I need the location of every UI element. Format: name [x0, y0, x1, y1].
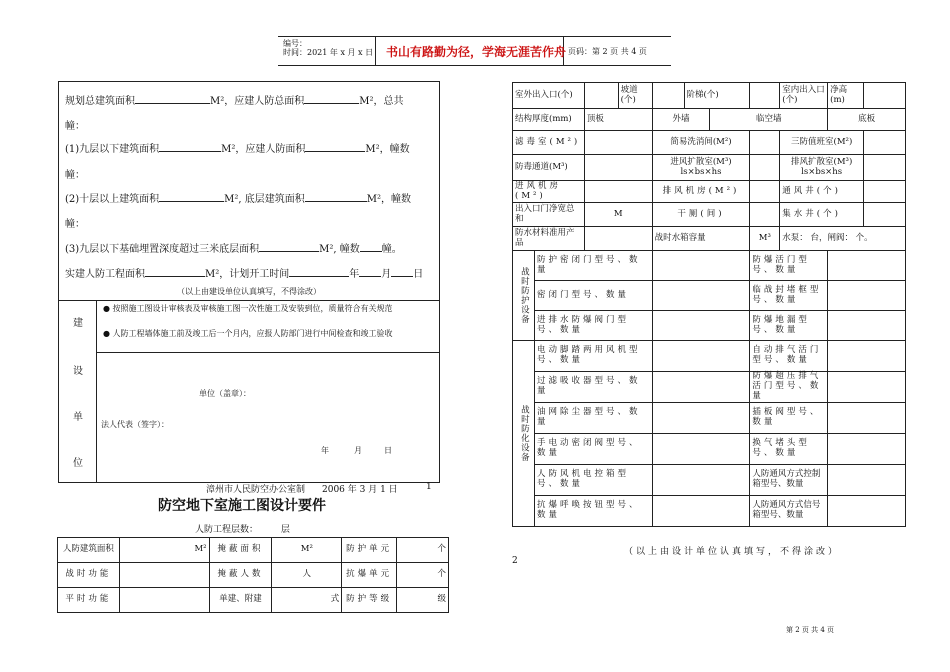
table-cell: 换气堵头型号、数量 — [750, 434, 828, 465]
table-row — [513, 109, 906, 131]
table-cell[interactable] — [652, 496, 750, 527]
design-note: （以上由设计单位认真填写，不得涂改） — [624, 547, 841, 557]
sign-year: 年 — [321, 446, 329, 455]
table-cell[interactable]: M² — [272, 538, 342, 563]
table-cell: 手电动密闭阀型号、数量 — [534, 434, 652, 465]
label-civil-defense-area: M²，应建人防总面积 — [210, 96, 305, 107]
table-cell[interactable] — [652, 251, 750, 281]
table-cell[interactable]: 人 — [272, 563, 342, 588]
table-row — [513, 465, 906, 496]
table-cell: 自动排气活门型号、数量 — [750, 341, 828, 372]
bullet-icon: ● — [103, 329, 110, 338]
table-cell: 室内出入口(个) — [780, 83, 828, 109]
header-page: 页码：第 2 页 共 4 页 — [568, 47, 647, 56]
table-cell[interactable] — [652, 83, 684, 109]
form-note: （以上由建设单位认真填写，不得涂改） — [177, 287, 321, 296]
table-cell[interactable] — [119, 588, 209, 613]
bullet-item — [103, 329, 433, 339]
field-civil-defense-area[interactable] — [304, 92, 359, 104]
footer-page-number: 1 — [426, 482, 432, 492]
table-row — [58, 538, 449, 563]
side-label: 建 — [73, 318, 83, 329]
table-cell: 防护密闭门型号、数量 — [534, 251, 652, 281]
table-cell[interactable] — [828, 403, 906, 434]
field-built-area[interactable] — [145, 265, 205, 277]
table-cell: 底板 — [828, 109, 906, 131]
table-cell: 顶板 — [584, 109, 652, 131]
side-label: 位 — [73, 458, 83, 469]
table-cell[interactable] — [828, 341, 906, 372]
table-cell: 抗爆单元 — [342, 563, 397, 588]
legal-rep-label: 法人代表（签字）： — [101, 420, 169, 429]
form-line-8 — [65, 265, 423, 280]
table-cell: 进排水防爆阀门型号、数量 — [534, 311, 652, 341]
table-cell[interactable] — [750, 155, 780, 181]
design-title: 防空地下室施工图设计要件 — [158, 498, 326, 514]
field-start-month[interactable] — [359, 265, 381, 277]
table-cell: 掩蔽人数 — [209, 563, 272, 588]
table-cell[interactable] — [750, 203, 780, 227]
header-bottom-rule — [278, 65, 671, 66]
table-cell[interactable] — [828, 251, 906, 281]
table-cell: 过滤吸收器型号、数量 — [534, 372, 652, 403]
table-cell: 密闭门型号、数量 — [534, 281, 652, 311]
table-cell: 战时水箱容量 — [652, 227, 750, 251]
table-cell: 坡道(个) — [618, 83, 652, 109]
side-label: 设 — [73, 366, 83, 377]
table-cell: 防水材料准用产品 — [513, 227, 585, 251]
table-cell: 干厕(间) — [652, 203, 750, 227]
table-cell: 滤毒室(M²) — [513, 131, 585, 155]
table-cell: 室外出入口(个) — [513, 83, 585, 109]
header-time: 时间：2021 年 x 月 x 日 — [283, 48, 374, 57]
table-cell: 简易洗消间(M²) — [652, 131, 750, 155]
page-footer: 第 2 页 共 4 页 — [786, 626, 835, 634]
table-cell[interactable] — [652, 311, 750, 341]
label-below-9-count: M²，幢数 — [365, 144, 410, 155]
table-cell: 战时功能 — [58, 563, 120, 588]
divider — [96, 352, 439, 353]
table-row — [513, 311, 906, 341]
unit-seal-label: 单位（盖章）： — [199, 389, 251, 398]
table-cell: 防毒通道(M³) — [513, 155, 585, 181]
table-cell[interactable] — [750, 83, 780, 109]
table-cell: 阶梯(个) — [684, 83, 750, 109]
table-row — [513, 181, 906, 203]
table-cell[interactable] — [828, 496, 906, 527]
table-cell: 平时功能 — [58, 588, 120, 613]
table-cell[interactable] — [828, 434, 906, 465]
divider — [59, 300, 439, 301]
design-floors: 人防工程层数： 层 — [195, 525, 290, 535]
table-cell: 油网除尘器型号、数量 — [534, 403, 652, 434]
table-row — [513, 251, 906, 281]
table-cell: 净高(m) — [828, 83, 864, 109]
label-deep-foundation: (3)九层以下基础埋置深度超过三米底层面积 — [65, 244, 260, 255]
table-cell: 外墙 — [652, 109, 710, 131]
table-cell: 排风机房(M²) — [652, 181, 750, 203]
table-cell[interactable] — [864, 203, 906, 227]
label-ground-floor-area: M², 底层建筑面积 — [224, 194, 305, 205]
form-line-5 — [65, 190, 411, 205]
table-cell[interactable] — [119, 563, 209, 588]
footer-date: 2006 年 3 月 1 日 — [322, 485, 398, 495]
table-row — [513, 403, 906, 434]
form-line-7 — [65, 240, 402, 255]
table-cell: 出入口门净宽总和 — [513, 203, 585, 227]
form-line-2: 幢： — [65, 121, 85, 132]
design-requirements-table — [512, 82, 906, 527]
bullet-text: 人防工程墙体施工前及竣工后一个月内，应报人防部门进行中间检查和竣工验收 — [112, 329, 393, 338]
table-row — [513, 83, 906, 109]
construction-unit-form — [58, 81, 440, 483]
header-number-label: 编号： — [283, 39, 307, 48]
table-row — [513, 131, 906, 155]
sign-day: 日 — [384, 446, 392, 455]
table-cell[interactable] — [828, 465, 906, 496]
label-year: 年 — [349, 269, 360, 280]
table-row — [513, 434, 906, 465]
table-cell[interactable] — [652, 281, 750, 311]
table-cell: 结构厚度(mm) — [513, 109, 585, 131]
summary-table — [57, 537, 449, 613]
table-cell[interactable]: M² — [119, 538, 209, 563]
table-cell[interactable] — [652, 372, 750, 403]
table-cell[interactable] — [584, 131, 652, 155]
table-cell[interactable] — [584, 181, 652, 203]
footer-org: 漳州市人民防空办公室制 — [206, 485, 306, 495]
field-below-9-area[interactable] — [159, 140, 221, 152]
side-label: 单 — [73, 412, 83, 423]
table-cell: 人防通风方式信号箱型号、数量 — [750, 496, 828, 527]
field-start-year[interactable] — [289, 265, 349, 277]
table-cell[interactable]: M³ — [750, 227, 780, 251]
table-row — [513, 155, 906, 181]
label-deep-unit: 幢。 — [381, 244, 402, 255]
table-cell: 进风机房(M²) — [513, 181, 585, 203]
header-divider — [375, 37, 376, 65]
table-cell[interactable] — [864, 83, 906, 109]
table-cell[interactable] — [584, 227, 652, 251]
field-above-10-area[interactable] — [159, 190, 224, 202]
field-deep-foundation-area[interactable] — [259, 240, 319, 252]
table-cell[interactable] — [652, 403, 750, 434]
table-row — [513, 496, 906, 527]
field-total-area[interactable] — [135, 92, 210, 104]
table-cell: 电动脚踏两用风机型号、数量 — [534, 341, 652, 372]
table-cell[interactable] — [864, 181, 906, 203]
label-deep-count: M², 幢数 — [319, 244, 360, 255]
table-cell: 防护单元 — [342, 538, 397, 563]
table-cell: 插板阀型号、数量 — [750, 403, 828, 434]
table-cell[interactable] — [652, 434, 750, 465]
table-cell: 临空墙 — [710, 109, 828, 131]
table-row — [513, 372, 906, 403]
label-day: 日 — [413, 269, 424, 280]
table-cell: 进风扩散室(M³) ls×bs×hs — [652, 155, 750, 181]
form-line-3 — [65, 140, 410, 155]
label-month: 月 — [381, 269, 392, 280]
table-cell: 排风扩散室(M³) ls×bs×hs — [780, 155, 864, 181]
header-top-rule — [278, 36, 671, 37]
label-above-10-area: (2)十层以上建筑面积 — [65, 194, 160, 205]
right-page-number: 2 — [512, 556, 518, 566]
label-above-10-count: M²，幢数 — [366, 194, 412, 205]
field-deep-count[interactable] — [360, 240, 382, 252]
form-line-4: 幢： — [65, 170, 85, 181]
table-cell: 临战封堵框型号、数量 — [750, 281, 828, 311]
group-label: 战时防化设备 — [513, 341, 535, 527]
divider — [96, 300, 97, 482]
table-cell[interactable] — [828, 281, 906, 311]
table-cell: 防爆地漏型号、数量 — [750, 311, 828, 341]
table-row — [58, 588, 449, 613]
table-cell[interactable]: 式 — [272, 588, 342, 613]
table-cell[interactable]: M — [584, 203, 652, 227]
table-cell[interactable] — [828, 372, 906, 403]
field-below-9-cd[interactable] — [305, 140, 365, 152]
table-row — [513, 203, 906, 227]
table-cell[interactable]: 个 — [397, 563, 449, 588]
table-cell[interactable] — [652, 465, 750, 496]
table-row — [58, 563, 449, 588]
table-cell: 防护等级 — [342, 588, 397, 613]
label-total-buildings: M²，总共 — [359, 96, 404, 107]
label-start-time: M²，计划开工时间 — [205, 269, 290, 280]
table-row — [513, 341, 906, 372]
table-cell[interactable] — [652, 341, 750, 372]
field-ground-floor-area[interactable] — [305, 190, 367, 202]
label-total-area: 规划总建筑面积 — [65, 96, 135, 107]
table-cell: 人防建筑面积 — [58, 538, 120, 563]
table-row — [513, 281, 906, 311]
table-cell: 人防风机电控箱型号、数量 — [534, 465, 652, 496]
group-label: 战时防护设备 — [513, 251, 535, 341]
table-cell: 抗爆呼唤按钮型号、数量 — [534, 496, 652, 527]
table-cell[interactable]: 水泵： 台，闸阀： 个。 — [780, 227, 906, 251]
label-built-area: 实建人防工程面积 — [65, 269, 145, 280]
form-line-1 — [65, 92, 404, 107]
table-cell[interactable]: 个 — [397, 538, 449, 563]
table-cell[interactable] — [750, 131, 780, 155]
bullet-item — [103, 304, 433, 314]
table-cell[interactable] — [864, 155, 906, 181]
table-row — [513, 227, 906, 251]
bullet-text: 按照施工图设计审核表及审核施工图一次性施工及安装到位，质量符合有关规范 — [112, 304, 393, 313]
table-cell: 三防值班室(M²) — [780, 131, 864, 155]
table-cell[interactable] — [750, 181, 780, 203]
bullet-icon: ● — [103, 304, 110, 313]
table-cell: 防爆活门型号、数量 — [750, 251, 828, 281]
table-cell: 防爆超压排气活门型号、数量 — [750, 372, 828, 403]
table-cell[interactable] — [864, 131, 906, 155]
table-cell: 集水井(个) — [780, 203, 864, 227]
header-motto: 书山有路勤为径，学海无涯苦作舟 — [386, 45, 567, 59]
table-cell[interactable] — [584, 155, 652, 181]
label-below-9-area: (1)九层以下建筑面积 — [65, 144, 160, 155]
table-cell: 掩蔽面积 — [209, 538, 272, 563]
field-start-day[interactable] — [391, 265, 413, 277]
table-cell[interactable] — [584, 83, 618, 109]
table-cell: 单建、附建 — [209, 588, 272, 613]
sign-month: 月 — [354, 446, 362, 455]
form-line-6: 幢： — [65, 219, 85, 230]
table-cell[interactable]: 级 — [397, 588, 449, 613]
label-below-9-cd: M²，应建人防面积 — [221, 144, 306, 155]
table-cell: 人防通风方式控制箱型号、数量 — [750, 465, 828, 496]
table-cell: 通风井(个) — [780, 181, 864, 203]
table-cell[interactable] — [828, 311, 906, 341]
